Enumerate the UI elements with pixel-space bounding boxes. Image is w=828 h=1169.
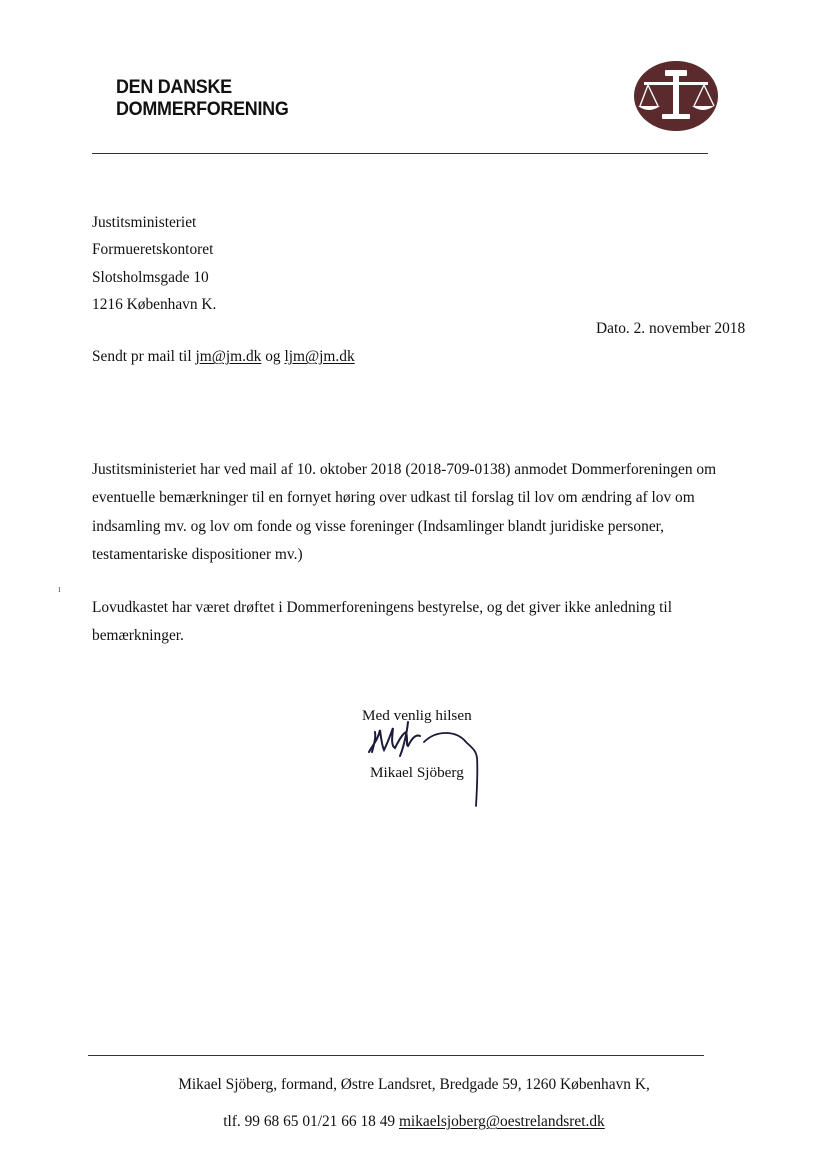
- scales-of-justice-icon: [632, 60, 720, 132]
- body-paragraph-1: [92, 456, 772, 570]
- signer-name: Mikael Sjöberg: [370, 764, 464, 781]
- paragraph-line: Lovudkastet har været drøftet i Dommerforeningens bestyrelse, og det giver ikke anledning til: [92, 599, 672, 616]
- closing-greeting: Med venlig hilsen: [362, 707, 472, 724]
- sent-line: [92, 348, 355, 366]
- recipient-line3: Slotsholmsgade 10: [92, 268, 209, 286]
- letter-date: Dato. 2. november 2018: [596, 320, 746, 337]
- scan-mark: ı: [58, 584, 61, 595]
- organization-name: [116, 76, 289, 120]
- paragraph-line: eventuelle bemærkninger til en fornyet høring over udkast til forslag til lov om ændring af lov om: [92, 489, 695, 507]
- paragraph-line: indsamling mv. og lov om fonde og visse foreninger (Indsamlinger blandt juridiske personer,: [92, 517, 664, 535]
- paragraph-line: bemærkninger.: [92, 627, 184, 645]
- org-name-line1: DEN DANSKE: [116, 76, 232, 98]
- footer-phone: tlf. 99 68 65 01/21 66 18 49: [223, 1113, 399, 1130]
- paragraph-line: Justitsministeriet har ved mail af 10. oktober 2018 (2018-709-0138) anmodet Dommerforeningen om: [92, 461, 717, 478]
- footer-divider: [88, 1055, 704, 1056]
- email-link-ljm[interactable]: ljm@jm.dk: [284, 348, 355, 365]
- org-name-line2: DOMMERFORENING: [116, 98, 289, 120]
- body-paragraph-2: [92, 594, 772, 651]
- footer-contact: [0, 1113, 828, 1131]
- recipient-line1: Justitsministeriet: [92, 214, 197, 231]
- paragraph-line: testamentariske dispositioner mv.): [92, 546, 303, 564]
- sent-connector: og: [261, 348, 285, 365]
- footer-email-link[interactable]: mikaelsjoberg@oestrelandsret.dk: [398, 1113, 605, 1130]
- recipient-line2: Formueretskontoret: [92, 241, 214, 259]
- footer-address: Mikael Sjöberg, formand, Østre Landsret, Bredgade 59, 1260 København K,: [178, 1076, 650, 1093]
- sent-prefix: Sendt pr mail til: [92, 348, 196, 365]
- recipient-address: [92, 209, 216, 319]
- email-link-jm[interactable]: jm@jm.dk: [195, 348, 262, 365]
- header-divider: [92, 153, 708, 154]
- recipient-line4: 1216 København K.: [92, 296, 217, 314]
